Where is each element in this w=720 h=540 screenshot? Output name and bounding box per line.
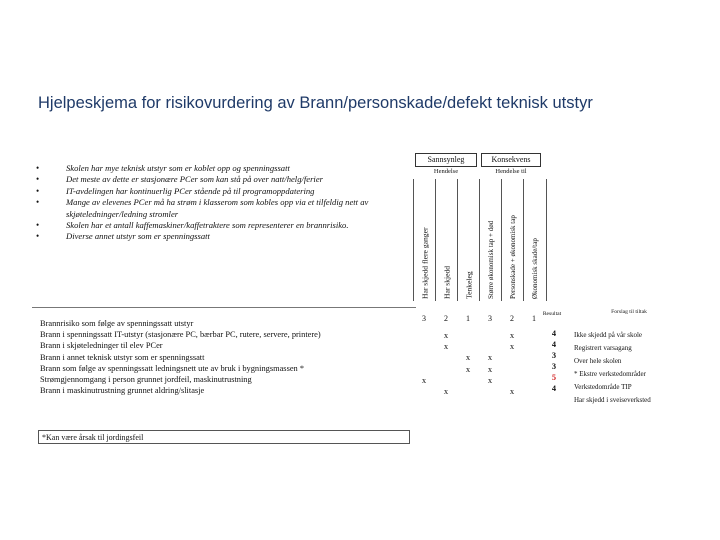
row-label: Strømgjennomgang i person grunnet jordfeil, maskinutrustning bbox=[40, 375, 252, 385]
risk-mark: x bbox=[509, 386, 515, 396]
result-value: 4 bbox=[551, 329, 557, 338]
row-label: Brann som følge av spenningssatt ledningsnett ute av bruk i bygningsmassen * bbox=[40, 363, 305, 373]
column-number: 2 bbox=[444, 314, 448, 323]
row-label: Brann i spenningssatt IT-utstyr (stasjonære PC, bærbar PC, rutere, servere, printere) bbox=[40, 330, 321, 340]
risk-mark: x bbox=[487, 374, 493, 385]
risk-mark: x bbox=[487, 363, 493, 374]
measure-text: Har skjedd i sveiseverksted bbox=[574, 396, 651, 404]
measure-text: Registrert varsagang bbox=[574, 344, 632, 352]
risk-mark: x bbox=[487, 352, 493, 363]
column-header: Økonomisk skade/tap bbox=[523, 179, 547, 301]
column-number: 2 bbox=[510, 314, 514, 323]
bullet-icon: • bbox=[36, 185, 40, 196]
column-header: Har skjedd bbox=[435, 179, 458, 301]
risk-mark: x bbox=[443, 330, 449, 340]
bullet-item: • Diverse annet utstyr som er spenningssatt bbox=[36, 231, 210, 242]
column-header: Har skjedd flere ganger bbox=[413, 179, 436, 301]
bullet-icon: • bbox=[36, 163, 40, 173]
measure-text: Verkstedområde TIP bbox=[574, 383, 632, 391]
column-number: 3 bbox=[488, 314, 492, 323]
result-value: 4 bbox=[551, 340, 557, 349]
column-header: Tenkeleg bbox=[457, 179, 480, 301]
risk-mark: x bbox=[509, 330, 515, 340]
column-number: 3 bbox=[422, 314, 426, 323]
row-labels bbox=[40, 318, 410, 396]
result-header: Resultat bbox=[542, 311, 562, 317]
column-number: 1 bbox=[466, 314, 470, 323]
bullet-icon: • bbox=[36, 231, 40, 242]
bullet-icon: • bbox=[36, 174, 40, 185]
column-header: Større økonomisk tap + død bbox=[479, 179, 502, 301]
measure-text: Over hele skolen bbox=[574, 357, 622, 365]
risk-mark: x bbox=[465, 363, 471, 374]
result-value: 3 bbox=[551, 362, 557, 371]
measure-text: Ikke skjedd på vår skole bbox=[574, 331, 643, 339]
page-title: Hjelpeskjema for risikovurdering av Brann/personskade/defekt teknisk utstyr bbox=[38, 94, 593, 112]
bullet-icon: • bbox=[36, 220, 40, 231]
risk-mark: x bbox=[443, 386, 449, 396]
bullet-icon: • bbox=[36, 197, 40, 208]
row-label: Brann i maskinutrustning grunnet aldring/slitasje bbox=[40, 386, 205, 396]
column-number: 1 bbox=[532, 314, 536, 323]
row-label: Brann i skjøteledninger til elev PCer bbox=[40, 341, 163, 351]
divider bbox=[32, 307, 416, 308]
bullet-item: • IT-avdelingen har kontinuerlig PCer stående på til programoppdatering bbox=[36, 185, 315, 196]
bullet-list bbox=[36, 163, 396, 243]
konsekvens-subheader: Hendelse til bbox=[495, 168, 527, 175]
risk-mark: x bbox=[421, 374, 427, 385]
result-value: 3 bbox=[551, 351, 557, 360]
measure-text: * Ekstre verkstedområder bbox=[574, 370, 646, 378]
row-label: Brann i annet teknisk utstyr som er spenningssatt bbox=[40, 352, 205, 362]
footnote: *Kan være årsak til jordingsfeil bbox=[38, 430, 410, 444]
bullet-item: • Skolen har et antall kaffemaskiner/kaffetraktere som representerer en brannrisiko. bbox=[36, 220, 349, 231]
column-header: Personskade + økonomisk tap bbox=[501, 179, 524, 301]
konsekvens-header: Konsekvens bbox=[481, 153, 541, 167]
bullet-item: • Skolen har mye teknisk utstyr som er koblet opp og spenningssatt bbox=[36, 163, 290, 173]
intro-row: Brannrisiko som følge av spenningssatt utstyr bbox=[40, 319, 194, 328]
measures-header: Forslag til tiltak bbox=[611, 309, 647, 315]
result-value: 4 bbox=[551, 384, 557, 393]
risk-mark: x bbox=[443, 341, 449, 352]
sannsynlig-subheader: Hendelse bbox=[433, 168, 459, 175]
risk-mark: x bbox=[509, 341, 515, 352]
result-value-high: 5 bbox=[551, 373, 557, 382]
bullet-item: • Det meste av dette er stasjonære PCer som kan stå på over natt/helg/ferier bbox=[36, 174, 323, 185]
risk-mark: x bbox=[465, 352, 471, 363]
bullet-item: • Mange av elevenes PCer må ha strøm i klasserom som kobles opp via et tilfeldig nett av skjøteledninger/ledning stromler bbox=[36, 197, 369, 219]
sannsynlig-header: Sannsynleg bbox=[415, 153, 477, 167]
